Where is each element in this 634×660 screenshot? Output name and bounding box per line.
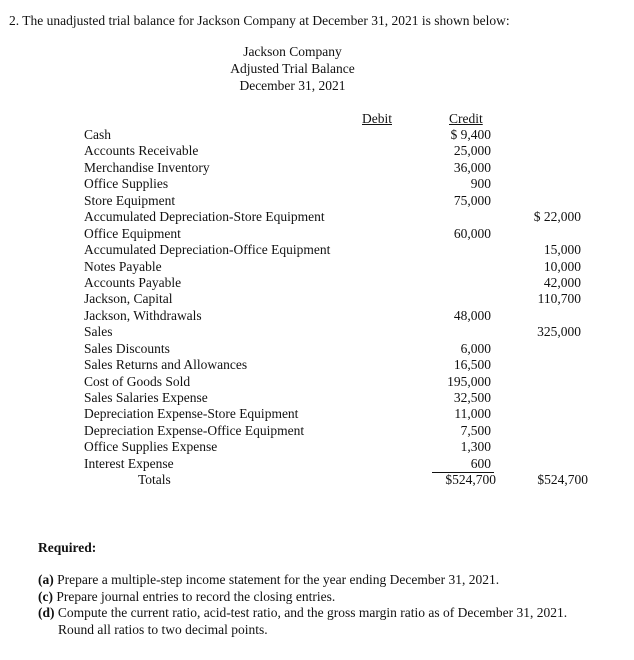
debit-amount: 1,300 bbox=[460, 439, 491, 455]
credit-amount: 15,000 bbox=[543, 242, 581, 258]
item-text: Compute the current ratio, acid-test ratio, and the gross margin ratio as of December 31, 2021. bbox=[54, 605, 568, 620]
debit-amount: 600 bbox=[470, 455, 491, 471]
table-row bbox=[84, 341, 524, 357]
account-name: Office Supplies bbox=[84, 176, 169, 192]
debit-amount: 75,000 bbox=[453, 192, 491, 208]
account-name: Jackson, Withdrawals bbox=[84, 307, 202, 323]
required-item bbox=[38, 572, 499, 588]
trial-balance-table bbox=[84, 127, 588, 489]
debit-amount: 900 bbox=[470, 176, 491, 192]
table-row bbox=[84, 439, 524, 455]
required-item bbox=[38, 589, 335, 605]
required-heading: Required: bbox=[38, 540, 97, 555]
debit-amount: 6,000 bbox=[460, 340, 491, 356]
account-name: Accounts Receivable bbox=[84, 143, 199, 159]
table-row bbox=[84, 176, 524, 192]
item-text: Round all ratios to two decimal points. bbox=[58, 622, 268, 637]
totals-label: Totals bbox=[138, 472, 171, 488]
table-row bbox=[84, 390, 524, 406]
debit-amount: 60,000 bbox=[453, 225, 491, 241]
account-name: Sales Discounts bbox=[84, 340, 170, 356]
debit-amount: $ 9,400 bbox=[450, 127, 491, 142]
account-name: Depreciation Expense-Store Equipment bbox=[84, 406, 299, 422]
required-item bbox=[58, 622, 268, 638]
debit-amount: 11,000 bbox=[454, 406, 491, 422]
table-row bbox=[84, 308, 524, 324]
debit-amount: 25,000 bbox=[453, 143, 491, 159]
item-text: Prepare journal entries to record the closing entries. bbox=[52, 589, 336, 604]
account-name: Accumulated Depreciation-Office Equipment bbox=[84, 242, 331, 258]
table-row bbox=[84, 226, 524, 242]
table-row bbox=[84, 258, 581, 275]
item-tag: (c) bbox=[38, 589, 53, 604]
table-row bbox=[84, 127, 524, 143]
debit-header: Debit bbox=[362, 111, 392, 126]
item-text: Prepare a multiple-step income statement for the year ending December 31, 2021. bbox=[53, 572, 500, 587]
account-name: Office Equipment bbox=[84, 225, 181, 241]
table-row bbox=[84, 324, 581, 340]
credit-amount: 325,000 bbox=[537, 324, 581, 340]
debit-amount: 7,500 bbox=[460, 422, 491, 438]
statement-title: Adjusted Trial Balance bbox=[230, 61, 355, 76]
debit-amount: 48,000 bbox=[453, 307, 491, 323]
total-credit: $524,700 bbox=[537, 472, 588, 488]
account-name: Office Supplies Expense bbox=[84, 439, 218, 455]
account-name: Interest Expense bbox=[84, 455, 174, 471]
table-row bbox=[84, 357, 524, 373]
account-name: Accumulated Depreciation-Store Equipment bbox=[84, 209, 325, 225]
table-row bbox=[84, 423, 524, 439]
account-name: Cost of Goods Sold bbox=[84, 373, 191, 389]
company-name: Jackson Company bbox=[243, 44, 342, 59]
table-row bbox=[84, 242, 581, 258]
statement-date: December 31, 2021 bbox=[239, 78, 346, 93]
table-row bbox=[84, 209, 581, 225]
account-name: Sales Salaries Expense bbox=[84, 390, 208, 405]
item-tag: (d) bbox=[38, 605, 55, 620]
required-item bbox=[38, 605, 567, 621]
debit-amount: 32,500 bbox=[453, 390, 491, 405]
credit-amount: 110,700 bbox=[537, 291, 581, 307]
table-row bbox=[84, 160, 524, 176]
table-row bbox=[84, 456, 524, 472]
account-name: Sales bbox=[84, 324, 113, 340]
account-name: Store Equipment bbox=[84, 192, 176, 208]
account-name: Accounts Payable bbox=[84, 274, 182, 290]
account-name: Cash bbox=[84, 127, 111, 142]
question-text: 2. The unadjusted trial balance for Jackson Company at December 31, 2021 is shown below: bbox=[9, 13, 510, 28]
account-name: Depreciation Expense-Office Equipment bbox=[84, 422, 305, 438]
account-name: Merchandise Inventory bbox=[84, 159, 210, 175]
debit-amount: 36,000 bbox=[453, 159, 491, 175]
table-row bbox=[84, 193, 524, 209]
account-name: Notes Payable bbox=[84, 258, 162, 274]
credit-amount: $ 22,000 bbox=[533, 209, 581, 225]
table-row bbox=[84, 143, 524, 159]
table-row bbox=[84, 291, 581, 307]
debit-amount: 16,500 bbox=[453, 357, 491, 373]
totals-row bbox=[84, 472, 588, 488]
total-debit: $524,700 bbox=[445, 472, 496, 488]
credit-header: Credit bbox=[449, 111, 483, 126]
debit-amount: 195,000 bbox=[447, 373, 491, 389]
credit-amount: 42,000 bbox=[543, 274, 581, 290]
account-name: Jackson, Capital bbox=[84, 291, 173, 307]
item-tag: (a) bbox=[38, 572, 54, 587]
credit-amount: 10,000 bbox=[543, 258, 581, 274]
table-row bbox=[84, 406, 524, 422]
table-row bbox=[84, 374, 524, 390]
table-row bbox=[84, 274, 581, 291]
account-name: Sales Returns and Allowances bbox=[84, 357, 248, 373]
